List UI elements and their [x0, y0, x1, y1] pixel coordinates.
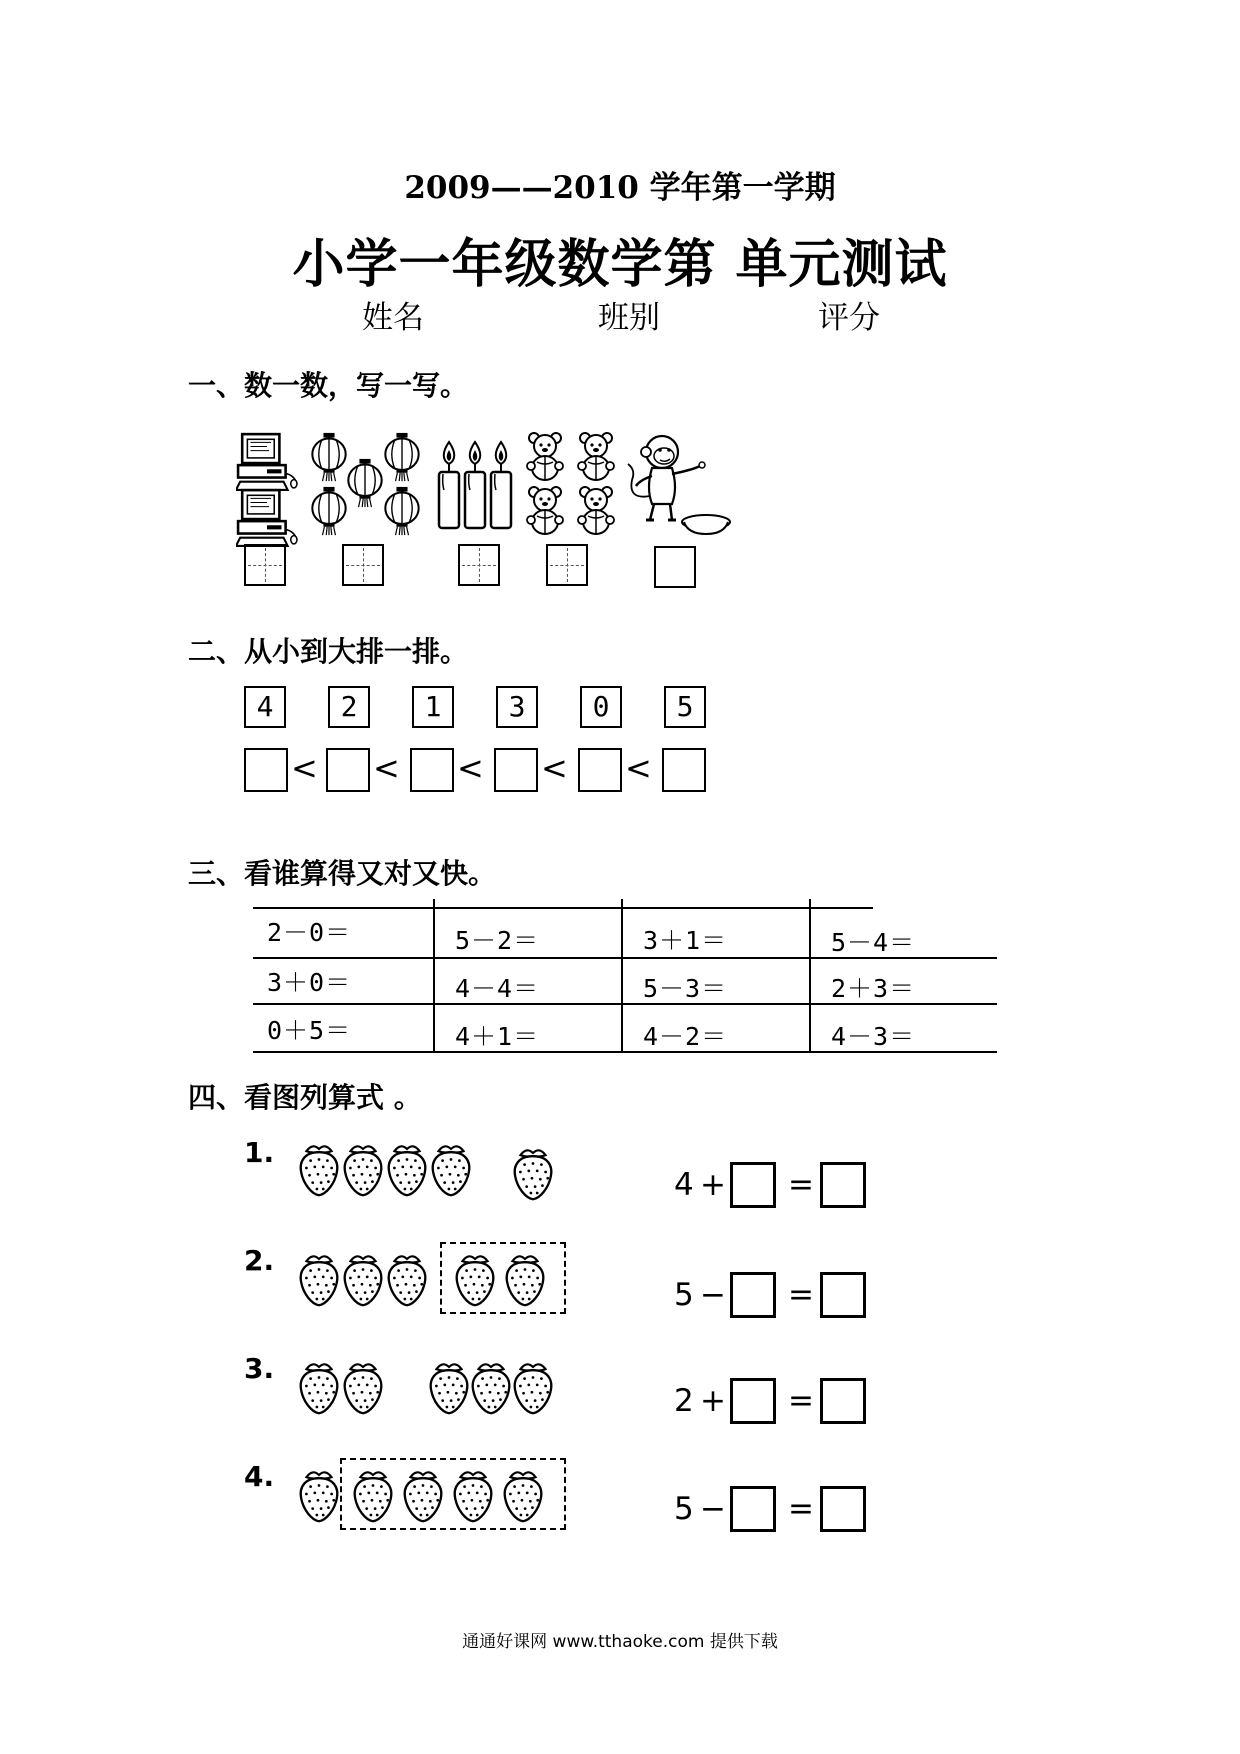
strawberry-icon: [452, 1466, 494, 1524]
strawberry-icon: [386, 1250, 428, 1308]
page-title: 小学一年级数学第 单元测试: [292, 234, 948, 295]
table-cell[interactable]: 4－2＝: [643, 1022, 728, 1051]
strawberry-icon: [298, 1140, 340, 1198]
table-line: [809, 899, 811, 1053]
equals-sign: =: [788, 1277, 814, 1313]
footer-download-note: 通通好课网 www.tthaoke.com 提供下载: [462, 1632, 778, 1652]
equals-sign: =: [788, 1383, 814, 1419]
table-line: [253, 907, 873, 909]
table-cell[interactable]: 5－2＝: [455, 926, 540, 955]
lantern-icon: [383, 486, 421, 536]
less-than-sign: <: [291, 749, 318, 787]
strawberry-icon: [402, 1466, 444, 1524]
number-card: 0: [580, 686, 622, 728]
equals-sign: =: [788, 1167, 814, 1203]
computer-icon: [236, 486, 298, 548]
formula-answer-box[interactable]: [820, 1378, 866, 1424]
lantern-icon: [346, 458, 384, 508]
strawberry-icon: [512, 1358, 554, 1416]
writing-box[interactable]: [654, 546, 696, 588]
table-line: [433, 899, 435, 1053]
strawberry-icon: [298, 1250, 340, 1308]
strawberry-icon: [386, 1140, 428, 1198]
plus-sign: +: [700, 1167, 726, 1203]
strawberry-icon: [454, 1250, 496, 1308]
writing-box[interactable]: [244, 544, 286, 586]
minus-sign: −: [700, 1277, 726, 1313]
strawberry-icon: [342, 1358, 384, 1416]
table-cell[interactable]: 2－0＝: [267, 918, 352, 947]
problem-number: 1.: [244, 1136, 275, 1169]
table-cell[interactable]: 4－3＝: [831, 1022, 916, 1051]
table-cell[interactable]: 5－4＝: [831, 928, 916, 957]
problem-number: 2.: [244, 1244, 275, 1277]
section-3-title: 三、看谁算得又对又快。: [188, 857, 497, 890]
section-2-title: 二、从小到大排一排。: [188, 635, 469, 668]
monkey-icon: [622, 430, 732, 540]
formula-number: 2: [674, 1383, 694, 1419]
table-cell[interactable]: 5－3＝: [643, 974, 728, 1003]
score-label: 评分: [818, 300, 880, 336]
table-cell[interactable]: 4＋1＝: [455, 1022, 540, 1051]
order-answer-box[interactable]: [662, 748, 706, 792]
table-cell[interactable]: 3＋1＝: [643, 926, 728, 955]
plus-sign: +: [700, 1383, 726, 1419]
lantern-icon: [383, 432, 421, 482]
strawberry-icon: [470, 1358, 512, 1416]
name-label: 姓名: [362, 300, 424, 336]
class-label: 班别: [598, 300, 660, 336]
formula-number: 4: [674, 1167, 694, 1203]
order-answer-box[interactable]: [578, 748, 622, 792]
formula-number: 5: [674, 1277, 694, 1313]
table-cell[interactable]: 4－4＝: [455, 974, 540, 1003]
order-answer-box[interactable]: [244, 748, 288, 792]
bear-icon: [525, 486, 565, 536]
formula-answer-box[interactable]: [730, 1378, 776, 1424]
formula: [674, 1486, 874, 1534]
strawberry-icon: [298, 1466, 340, 1524]
table-cell[interactable]: 0＋5＝: [267, 1016, 352, 1045]
order-answer-box[interactable]: [326, 748, 370, 792]
table-cell[interactable]: 2＋3＝: [831, 974, 916, 1003]
strawberry-icon: [342, 1250, 384, 1308]
problem-number: 4.: [244, 1460, 275, 1493]
table-line: [621, 899, 623, 1053]
number-card: 2: [328, 686, 370, 728]
computer-icon: [236, 430, 298, 492]
formula-answer-box[interactable]: [730, 1272, 776, 1318]
strawberry-icon: [428, 1358, 470, 1416]
equals-sign: =: [788, 1491, 814, 1527]
order-answer-box[interactable]: [410, 748, 454, 792]
lantern-icon: [310, 486, 348, 536]
candle-icon: [463, 440, 487, 530]
candle-icon: [437, 440, 461, 530]
writing-box[interactable]: [342, 544, 384, 586]
writing-box[interactable]: [546, 544, 588, 586]
less-than-sign: <: [373, 749, 400, 787]
bear-icon: [576, 432, 616, 482]
strawberry-icon: [352, 1466, 394, 1524]
strawberry-icon: [502, 1466, 544, 1524]
formula-answer-box[interactable]: [730, 1486, 776, 1532]
number-card: 1: [412, 686, 454, 728]
calculation-table: [253, 907, 997, 1053]
number-card: 3: [496, 686, 538, 728]
strawberry-icon: [430, 1140, 472, 1198]
formula-answer-box[interactable]: [820, 1486, 866, 1532]
formula: [674, 1162, 874, 1210]
strawberry-icon: [298, 1358, 340, 1416]
less-than-sign: <: [457, 749, 484, 787]
writing-box[interactable]: [458, 544, 500, 586]
strawberry-icon: [342, 1140, 384, 1198]
problem-number: 3.: [244, 1352, 275, 1385]
formula-answer-box[interactable]: [730, 1162, 776, 1208]
less-than-sign: <: [625, 749, 652, 787]
strawberry-icon: [512, 1144, 554, 1202]
minus-sign: −: [700, 1491, 726, 1527]
table-cell[interactable]: 3＋0＝: [267, 968, 352, 997]
bear-icon: [525, 432, 565, 482]
bear-icon: [576, 486, 616, 536]
number-card: 5: [664, 686, 706, 728]
section-4-title: 四、看图列算式 。: [188, 1081, 422, 1114]
section-1-title: 一、数一数，写一写。: [188, 369, 469, 402]
strawberry-icon: [504, 1250, 546, 1308]
number-card: 4: [244, 686, 286, 728]
lantern-icon: [310, 432, 348, 482]
formula-number: 5: [674, 1491, 694, 1527]
formula: [674, 1272, 874, 1320]
school-year-line: 2009——2010 学年第一学期: [404, 170, 836, 206]
formula: [674, 1378, 874, 1426]
formula-answer-box[interactable]: [820, 1162, 866, 1208]
order-answer-box[interactable]: [494, 748, 538, 792]
candle-icon: [489, 440, 513, 530]
formula-answer-box[interactable]: [820, 1272, 866, 1318]
less-than-sign: <: [541, 749, 568, 787]
